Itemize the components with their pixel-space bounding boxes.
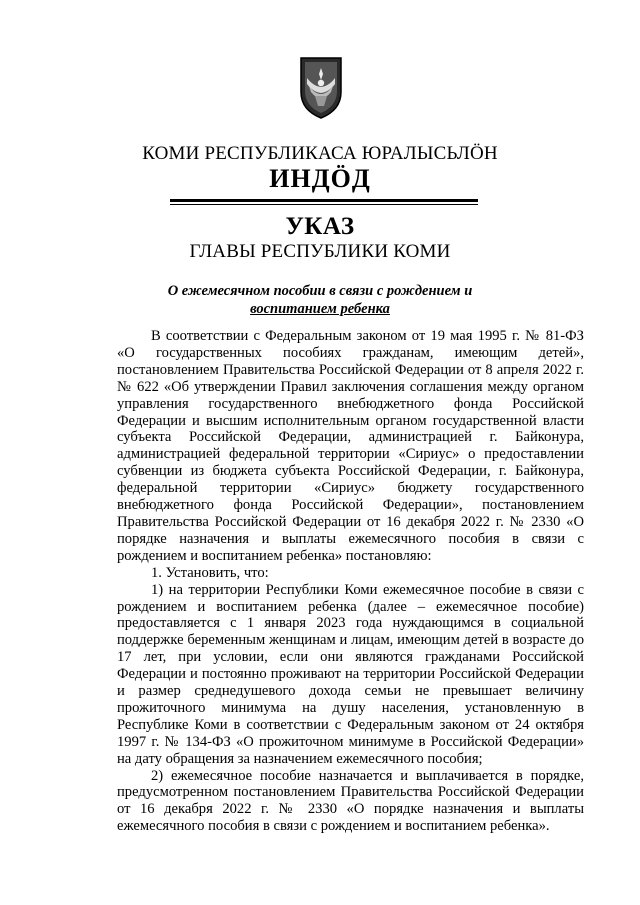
header-republic-name: КОМИ РЕСПУБЛИКАСА ЮРАЛЫСЬЛӦН [142, 143, 498, 164]
paragraph-subitem-1: 1) на территории Республики Коми ежемесячное пособие в связи с рождением и воспитанием ребенка (далее – ежемесячное пособие) предоставляется с 1 января 2023 года нуждающимся в социальной поддержке беременным женщинам и лицам, имеющим детей в возрасте до 17 лет, при условии, если они являются гражданами Российской Федерации и постоянно проживают на территории Российской Федерации и размер среднедушевого дохода семьи не превышает величину прожиточного минимума на душу населения, установленную в Республике Коми в соответствии с Федеральным законом от 24 октября 1997 г. № 134-ФЗ «О прожиточном минимуме в Российской Федерации» на дату обращения за назначением ежемесячного пособия; [117, 581, 584, 767]
header-divider-thick [170, 199, 478, 202]
coat-of-arms-icon [295, 56, 347, 120]
decree-title: УКАЗ [285, 213, 355, 240]
decree-issuer: ГЛАВЫ РЕСПУБЛИКИ КОМИ [189, 241, 451, 262]
decree-subject-line2 [80, 300, 560, 318]
header-decree-komi: ИНДӦД [269, 164, 371, 193]
decree-subject-line1: О ежемесячном пособии в связи с рождением и [167, 283, 473, 299]
decree-subject [80, 282, 560, 318]
decree-body [117, 328, 584, 835]
header-divider-thin [170, 204, 478, 205]
paragraph-preamble: В соответствии с Федеральным законом от 19 мая 1995 г. № 81-ФЗ «О государственных пособиях гражданам, имеющим детей», постановлением Правительства Российской Федерации от 8 апреля 2022 г. № 622 «Об утверждении Правил заключения соглашения между органом управления государственного внебюджетного фонда Российской Федерации и высшим исполнительным органом государственной власти субъекта Российской Федерации, администрацией г. Байконура, администрацией федеральной территории «Сириус» о предоставлении субвенции из бюджета субъекта Российской Федерации, г. Байконура, федеральной территории «Сириус» бюджету государственного внебюджетного фонда Российской Федерации», постановлением Правительства Российской Федерации от 16 декабря 2022 г. № 2330 «О порядке назначения и выплаты ежемесячного пособия в связи с рождением и воспитанием ребенка» постановляю: [117, 328, 584, 564]
decree-subject-line2-text: воспитанием ребенка [250, 301, 390, 317]
paragraph-item-1: 1. Установить, что: [151, 564, 269, 581]
paragraph-subitem-2: 2) ежемесячное пособие назначается и выплачивается в порядке, предусмотренном постановлением Правительства Российской Федерации от 16 декабря 2022 г. № 2330 «О порядке назначения и выплаты ежемесячного пособия в связи с рождением и воспитанием ребенка». [117, 767, 584, 835]
